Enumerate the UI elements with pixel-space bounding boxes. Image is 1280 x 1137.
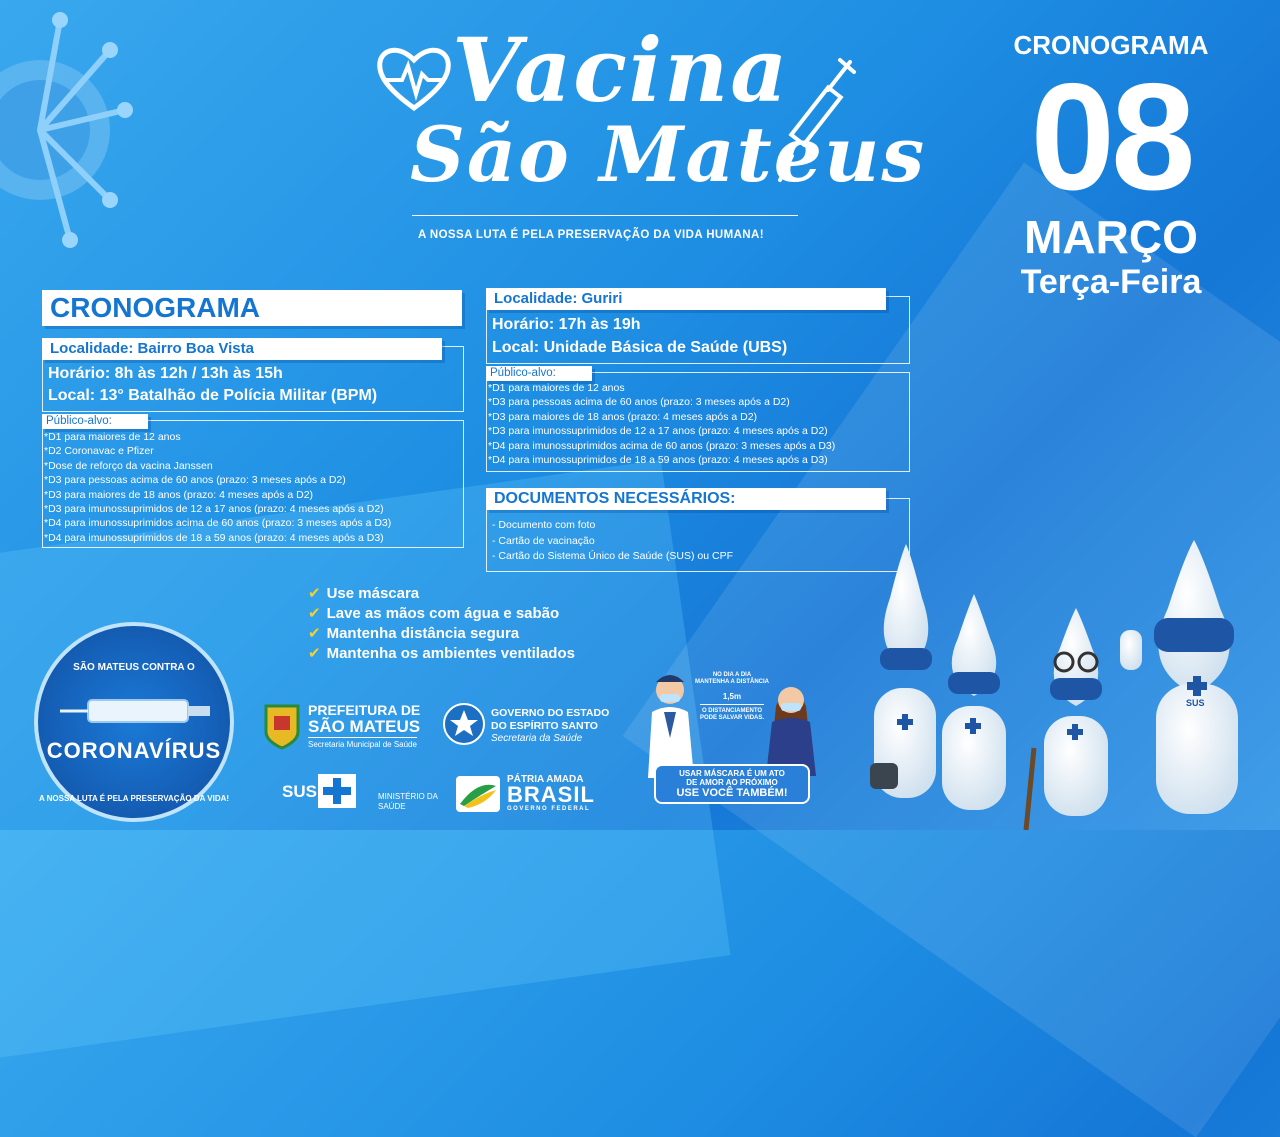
patria-line3: GOVERNO FEDERAL	[507, 806, 591, 812]
prefeitura-line3: Secretaria Municipal de Saúde	[308, 737, 417, 749]
documents-list	[492, 518, 733, 565]
list-item: *D3 para pessoas acima de 60 anos (prazo: 3 meses após a D2)	[488, 396, 790, 409]
documents-heading: DOCUMENTOS NECESSÁRIOS:	[486, 488, 886, 510]
distance-arrow	[700, 704, 764, 705]
prefeitura-line2: SÃO MATEUS	[308, 717, 421, 736]
syringe-icon	[778, 56, 858, 186]
list-item: *Dose de reforço da vacina Janssen	[44, 459, 213, 472]
brazil-flag-icon	[456, 776, 500, 812]
tip-item: ✔ Lave as mãos com água e sabão	[308, 605, 560, 622]
title-sao-mateus: São Mateus	[410, 110, 927, 199]
distance-line4: PODE SALVAR VIDAS.	[699, 715, 765, 721]
check-icon: ✔	[308, 605, 321, 622]
governo-line3: Secretaria da Saúde	[491, 733, 583, 744]
list-item: - Documento com foto	[492, 519, 596, 531]
schedule-heading: CRONOGRAMA	[42, 290, 462, 326]
vaccine-mascots-illustration	[850, 538, 1270, 830]
badge-top: SÃO MATEUS CONTRA O	[73, 662, 195, 673]
mask-line1: USAR MÁSCARA É UM ATO	[679, 769, 785, 778]
list-item: *D1 para maiores de 12 anos	[44, 431, 181, 443]
distance-line1: NO DIA A DIA	[712, 672, 752, 678]
badge-main: CORONAVÍRUS	[46, 738, 222, 763]
list-item: *D2 Coronavac e Pfizer	[44, 445, 154, 458]
list-item: *D4 para imunossuprimidos de 18 a 59 anos (prazo: 4 meses após a D3)	[44, 531, 384, 544]
distance-value: 1,5m	[722, 692, 742, 701]
list-item: *D3 para maiores de 18 anos (prazo: 4 meses após a D2)	[44, 488, 314, 501]
badge-ring-text: A NOSSA LUTA É PELA PRESERVAÇÃO DA VIDA!	[38, 794, 230, 803]
ministerio-line1: MINISTÉRIO DA	[378, 792, 439, 801]
doctor-figure-icon	[642, 668, 702, 778]
list-item: *D4 para imunossuprimidos acima de 60 anos (prazo: 3 meses após a D3)	[44, 517, 392, 530]
title-divider	[412, 215, 798, 216]
title-vacina: Vacina	[452, 18, 790, 122]
virus-icon	[0, 0, 140, 250]
list-item: *D4 para imunossuprimidos acima de 60 anos (prazo: 3 meses após a D3)	[488, 439, 836, 452]
heart-pulse-icon	[376, 44, 452, 112]
list-item: - Cartão de vacinação	[492, 534, 595, 547]
coronavirus-badge	[34, 622, 234, 822]
governo-line1: GOVERNO DO ESTADO	[491, 707, 610, 719]
list-item: *D3 para imunossuprimidos de 12 a 17 anos (prazo: 4 meses após a D2)	[488, 425, 828, 438]
tip-item: ✔ Mantenha os ambientes ventilados	[308, 645, 575, 662]
prefeitura-line1: PREFEITURA DE	[308, 702, 421, 718]
ministerio-line2: SAÚDE	[378, 802, 406, 811]
date-month: MARÇO	[1024, 211, 1198, 263]
espirito-santo-seal-icon	[442, 702, 486, 746]
check-icon: ✔	[308, 645, 321, 662]
list-item: *D3 para maiores de 18 anos (prazo: 4 meses após a D2)	[488, 410, 758, 423]
sus-cross-icon	[318, 774, 356, 808]
boa-vista-locality: Localidade: Bairro Boa Vista	[42, 338, 442, 360]
patria-line1: PÁTRIA AMADA	[507, 774, 584, 785]
date-weekday: Terça-Feira	[1020, 263, 1202, 301]
boa-vista-target-list	[44, 430, 391, 545]
boa-vista-place: Local: 13° Batalhão de Polícia Militar (BPM)	[48, 387, 378, 404]
list-item: *D3 para imunossuprimidos de 12 a 17 anos (prazo: 4 meses após a D2)	[44, 503, 384, 516]
distance-card	[642, 668, 820, 808]
woman-figure-icon	[762, 676, 820, 776]
guriri-place: Local: Unidade Básica de Saúde (UBS)	[492, 339, 788, 356]
governo-line2: DO ESPÍRITO SANTO	[491, 720, 598, 732]
syringe-icon	[58, 680, 218, 740]
distance-line2: MANTENHA A DISTÂNCIA	[695, 679, 769, 685]
boa-vista-target-label: Público-alvo:	[42, 414, 148, 429]
list-item: - Cartão do Sistema Único de Saúde (SUS) ou CPF	[492, 550, 734, 562]
patria-line2: BRASIL	[507, 782, 595, 807]
sao-mateus-crest-icon	[262, 702, 302, 750]
tip-item: ✔ Mantenha distância segura	[308, 625, 520, 642]
boa-vista-hours: Horário: 8h às 12h / 13h às 15h	[48, 365, 283, 382]
list-item: *D3 para pessoas acima de 60 anos (prazo: 3 meses após a D2)	[44, 474, 346, 487]
tip-item: ✔ Use máscara	[308, 585, 420, 602]
guriri-locality: Localidade: Guriri	[486, 288, 886, 310]
list-item: *D1 para maiores de 12 anos	[488, 382, 625, 394]
tips-list	[308, 584, 575, 664]
guriri-target-list	[488, 381, 835, 467]
mascot-sus-label: SUS	[1186, 698, 1205, 708]
guriri-target-label: Público-alvo:	[486, 366, 592, 381]
distance-line3: O DISTANCIAMENTO	[701, 708, 763, 714]
date-label: CRONOGRAMA	[1013, 30, 1209, 60]
mask-line2: DE AMOR AO PRÓXIMO	[686, 778, 778, 787]
sus-logo-text: SUS	[282, 782, 317, 801]
check-icon: ✔	[308, 625, 321, 642]
mask-line3: USE VOCÊ TAMBÉM!	[676, 787, 788, 799]
slogan: A NOSSA LUTA É PELA PRESERVAÇÃO DA VIDA HUMANA!	[418, 229, 764, 241]
date-day: 08	[1030, 52, 1192, 222]
check-icon: ✔	[308, 585, 321, 602]
mask-banner	[654, 764, 810, 804]
list-item: *D4 para imunossuprimidos de 18 a 59 anos (prazo: 4 meses após a D3)	[488, 454, 828, 467]
guriri-hours: Horário: 17h às 19h	[492, 316, 641, 333]
